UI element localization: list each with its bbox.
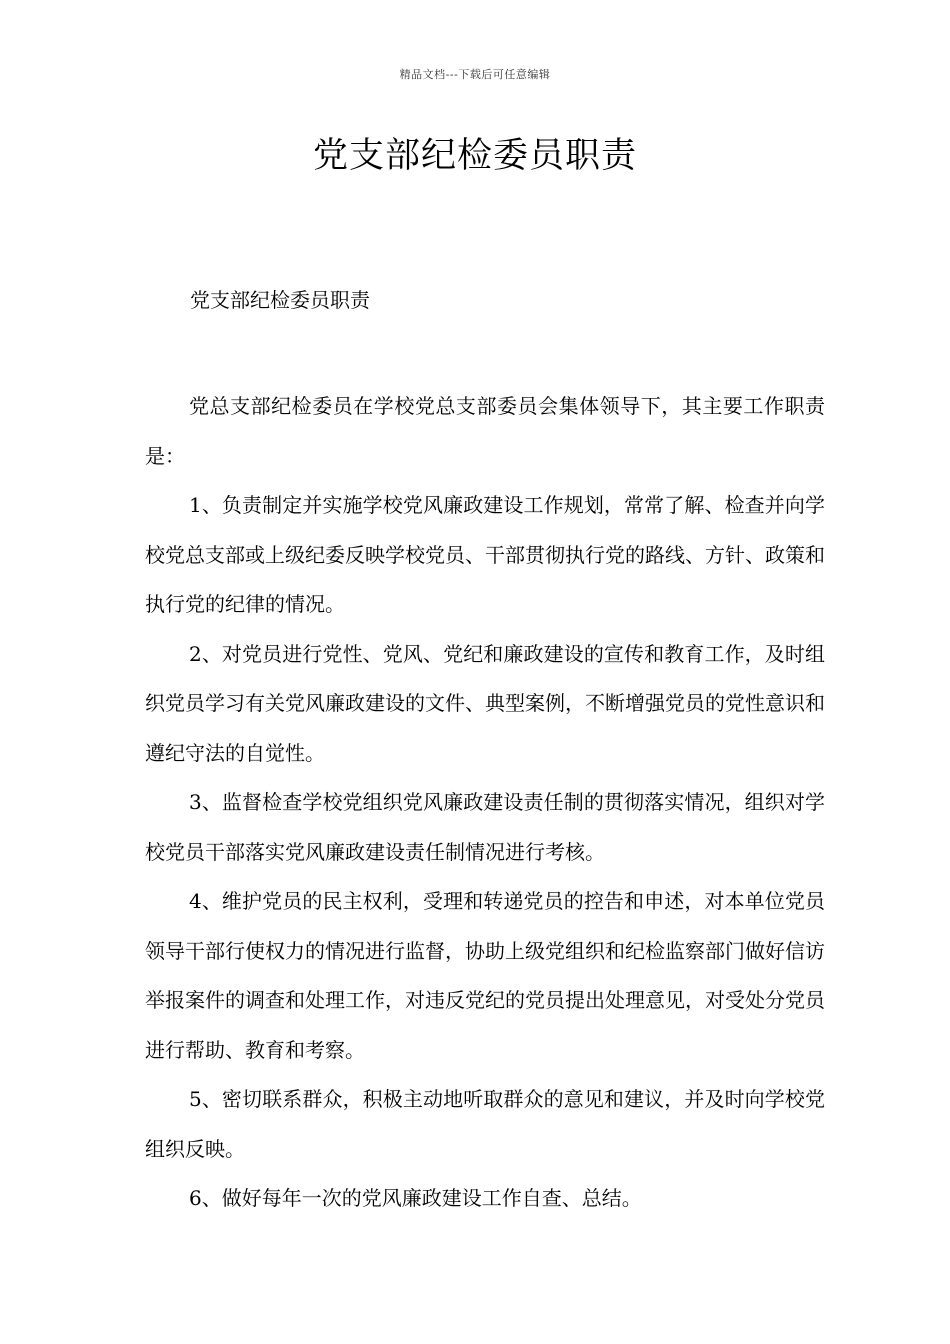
- document-title: 党支部纪检委员职责: [312, 136, 637, 176]
- paragraph-duty-3: 3、监督检查学校党组织党风廉政建设责任制的贯彻落实情况，组织对学校党员干部落实党风廉政建设责任制情况进行考核。: [145, 790, 825, 864]
- paragraph-duty-4: 4、维护党员的民主权利，受理和转递党员的控告和申述，对本单位党员领导干部行使权力的情况进行监督，协助上级党组织和纪检监察部门做好信访举报案件的调查和处理工作，对违反党纪的党员提出处理意见，对受处分党员进行帮助、教育和考察。: [145, 889, 825, 1062]
- document-body: [145, 382, 825, 1224]
- header-note: 精品文档---下载后可任意编辑: [399, 68, 551, 81]
- paragraph-duty-2: 2、对党员进行党性、党风、党纪和廉政建设的宣传和教育工作，及时组织党员学习有关党风廉政建设的文件、典型案例，不断增强党员的党性意识和遵纪守法的自觉性。: [145, 641, 825, 765]
- paragraph-duty-5: 5、密切联系群众，积极主动地听取群众的意见和建议，并及时向学校党组织反映。: [145, 1087, 825, 1161]
- paragraph-duty-6: 6、做好每年一次的党风廉政建设工作自查、总结。: [189, 1186, 642, 1210]
- paragraph-duty-1: 1、负责制定并实施学校党风廉政建设工作规划，常常了解、检查并向学校党总支部或上级纪委反映学校党员、干部贯彻执行党的路线、方针、政策和执行党的纪律的情况。: [145, 493, 825, 616]
- paragraph-intro: 党总支部纪检委员在学校党总支部委员会集体领导下，其主要工作职责是：: [145, 394, 825, 468]
- document-subtitle: 党支部纪检委员职责: [190, 288, 370, 312]
